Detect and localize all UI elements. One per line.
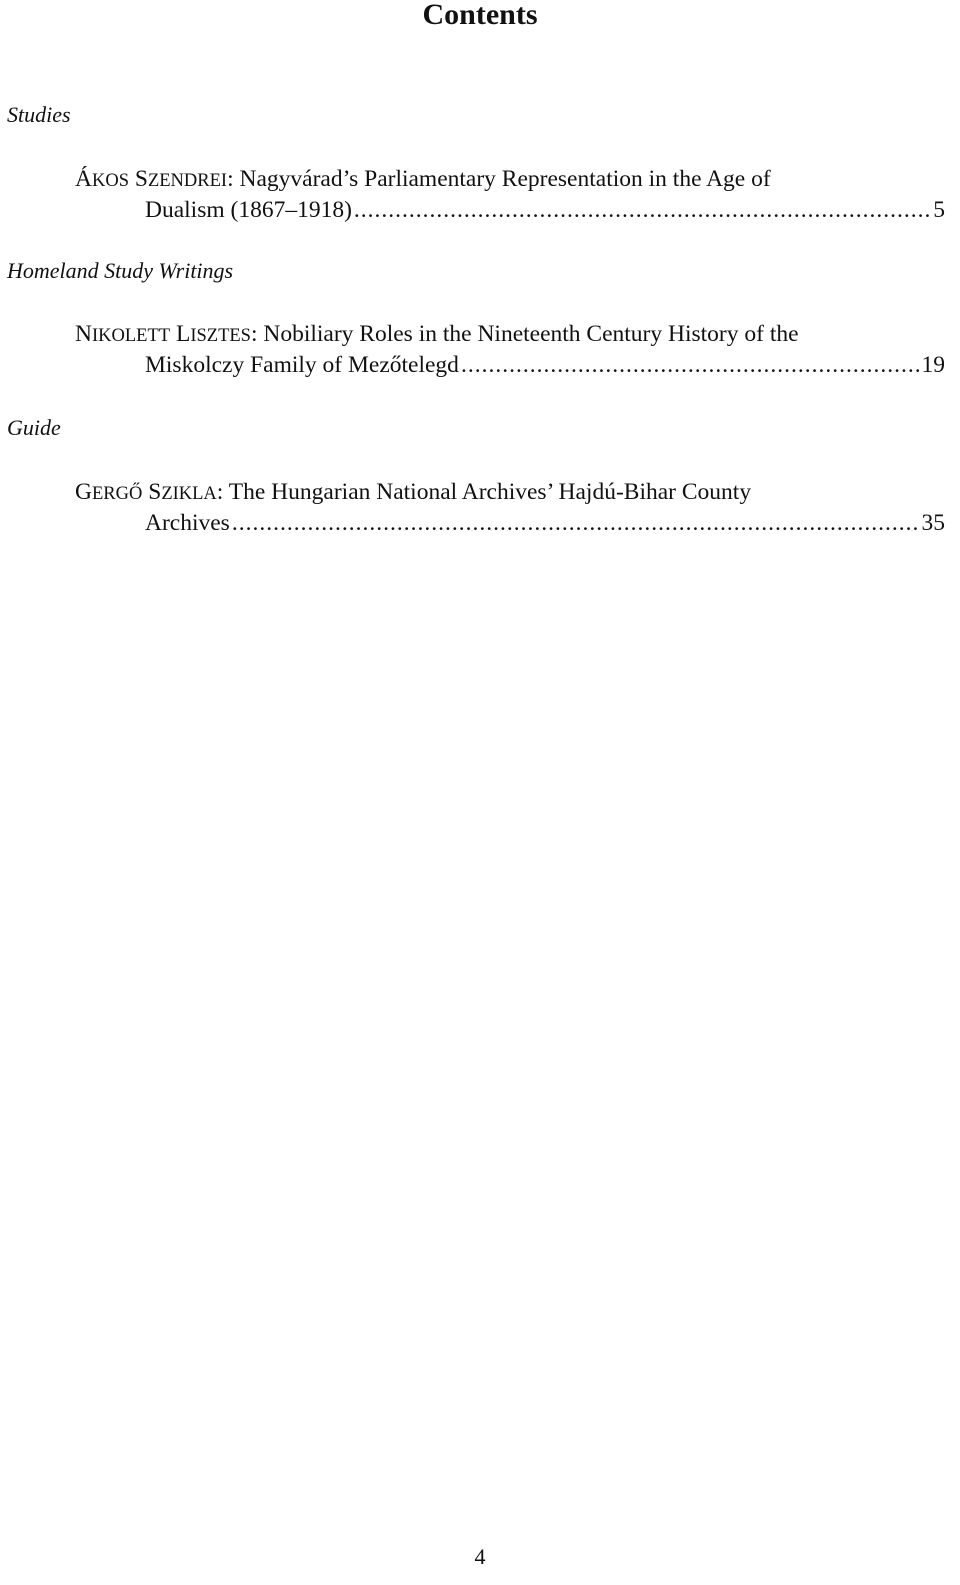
entry-page-number: 5 (933, 197, 945, 223)
section-heading-guide: Guide (7, 415, 61, 440)
entry-title-line-2: Miskolczy Family of Mezőtelegd ..... 19 (75, 351, 945, 380)
entry-page-number: 35 (921, 510, 945, 536)
entry-page-number: 19 (921, 352, 945, 378)
entry-title-line-1: GERGŐ SZIKLA: The Hungarian National Archives’ Hajdú-Bihar County (75, 479, 752, 505)
page-title: Contents (422, 0, 538, 31)
entry-title-line-1: ÁKOS SZENDREI: Nagyvárad’s Parliamentary Representation in the Age of (75, 166, 771, 192)
toc-entry-lisztes[interactable] (75, 320, 945, 380)
section-heading-homeland-study-writings: Homeland Study Writings (7, 258, 234, 283)
toc-entry-szendrei[interactable] (75, 165, 945, 225)
entry-author: NIKOLETT LISZTES (75, 321, 251, 347)
dot-leader (232, 509, 920, 538)
page-number: 4 (474, 1544, 486, 1569)
section-heading-studies: Studies (7, 102, 71, 127)
dot-leader (461, 351, 920, 380)
entry-author: GERGŐ SZIKLA (75, 479, 217, 505)
entry-title-line-2: Dualism (1867–1918) ..... 5 (75, 196, 945, 225)
dot-leader (354, 196, 931, 225)
entry-author: ÁKOS SZENDREI (75, 166, 228, 192)
entry-title-line-1: NIKOLETT LISZTES: Nobiliary Roles in the Nineteenth Century History of the (75, 321, 799, 347)
entry-title-line-2: Archives ..... 35 (75, 509, 945, 538)
toc-entry-szikla[interactable] (75, 478, 945, 538)
